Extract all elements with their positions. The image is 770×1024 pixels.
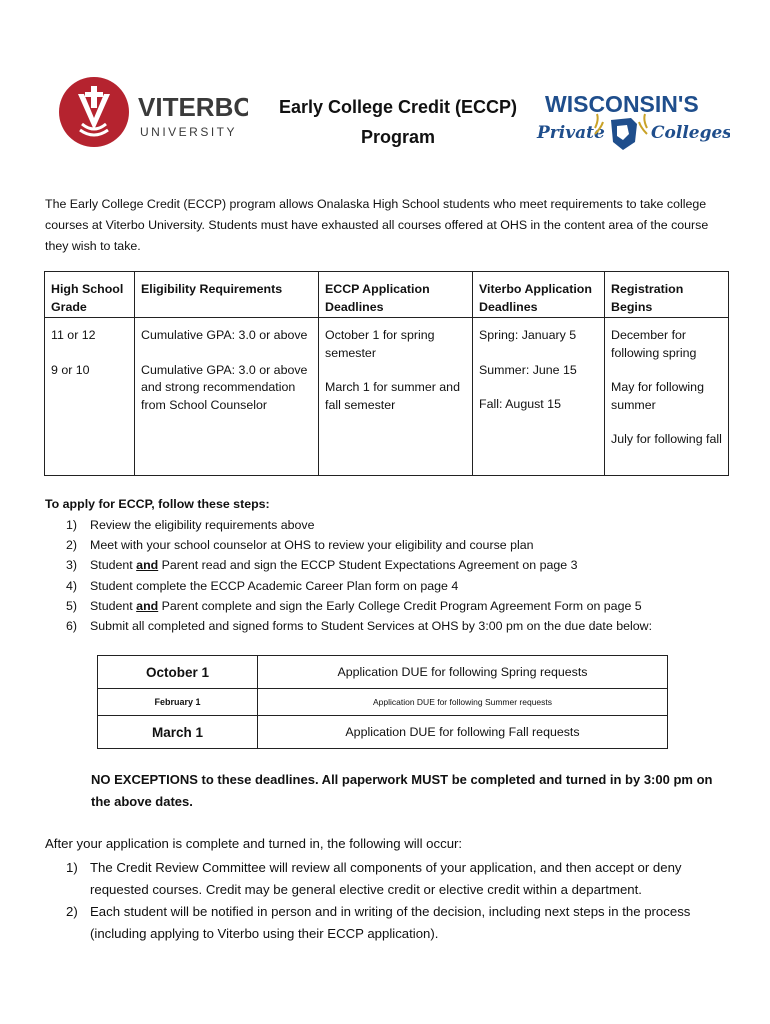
after-intro: After your application is complete and turned in, the following will occur:: [45, 836, 463, 851]
header-registration: Registration Begins: [605, 272, 729, 318]
step-number: 1): [66, 518, 78, 532]
step-number: 6): [66, 619, 78, 634]
step-text: The Credit Review Committee will review all components of your application, and then accept or deny requested courses. Credit may be general elective credit or elective credit within a department.: [90, 860, 682, 897]
wisconsin-logo-graphic: [535, 86, 730, 158]
eligibility-1: Cumulative GPA: 3.0 or above: [141, 328, 308, 342]
step-text: Each student will be notified in person and in writing of the decision, including next steps in the process (including applying to Viterbo using their ECCP application).: [90, 904, 691, 941]
step-text: Student and Parent read and sign the ECCP Student Expectations Agreement on page 3: [90, 558, 578, 573]
table-header-row: [45, 272, 729, 318]
wpc-logo-top: WISCONSIN'S: [545, 91, 699, 117]
step-number: 4): [66, 578, 78, 593]
list-item: [66, 901, 736, 945]
page-title: [262, 92, 534, 152]
viterbo-deadline-1: Spring: January 5: [479, 328, 577, 342]
registration-2: May for following summer: [611, 380, 704, 412]
table-row: [45, 318, 729, 476]
wpc-logo-right: Colleges: [651, 123, 730, 143]
step-number: 5): [66, 598, 78, 613]
due-description: Application DUE for following Summer requests: [258, 689, 668, 716]
eccp-deadline-2: March 1 for summer and fall semester: [325, 380, 460, 412]
step-number: 3): [66, 558, 78, 573]
due-dates-table: [97, 655, 668, 749]
viterbo-deadline-cell: [473, 318, 605, 476]
table-row: [98, 689, 668, 716]
eccp-deadline-cell: [319, 318, 473, 476]
header-eligibility: Eligibility Requirements: [135, 272, 319, 318]
grade-2: 9 or 10: [51, 362, 90, 377]
header-grade: High School Grade: [45, 272, 135, 318]
list-item: [66, 857, 736, 901]
steps-list: [66, 515, 746, 636]
registration-1: December for following spring: [611, 328, 697, 360]
list-item: [66, 576, 746, 596]
due-date: March 1: [98, 716, 258, 749]
table-row: [98, 656, 668, 689]
list-item: [66, 555, 746, 575]
step-text: Meet with your school counselor at OHS to review your eligibility and course plan: [90, 538, 534, 553]
underlined-and: and: [136, 598, 159, 613]
wpc-logo-left: Private: [537, 123, 605, 143]
after-steps-list: [66, 857, 736, 945]
viterbo-logo: [58, 76, 248, 148]
eccp-deadline-1: October 1 for spring semester: [325, 328, 435, 360]
step-number: 1): [66, 860, 78, 875]
grade-1: 11 or 12: [51, 328, 96, 342]
step-text: Submit all completed and signed forms to Student Services at OHS by 3:00 pm on the due date below:: [90, 619, 653, 634]
step-text: Student and Parent complete and sign the Early College Credit Program Agreement Form on page 5: [90, 598, 642, 613]
viterbo-deadline-2: Summer: June 15: [479, 362, 577, 377]
list-item: [66, 616, 746, 636]
eligibility-cell: [135, 318, 319, 476]
list-item: [66, 515, 746, 535]
list-item: [66, 535, 746, 555]
due-date: February 1: [98, 689, 258, 716]
step-number: 2): [66, 538, 78, 553]
table-row: [98, 716, 668, 749]
underlined-and: and: [136, 558, 159, 573]
no-exceptions-notice: NO EXCEPTIONS to these deadlines. All paperwork MUST be completed and turned in by 3:00 pm on the above dates.: [91, 772, 713, 809]
step-number: 2): [66, 904, 78, 919]
list-item: [66, 596, 746, 616]
title-line-2: Program: [360, 127, 436, 147]
viterbo-seal-icon: [58, 76, 248, 148]
eligibility-table: [44, 271, 729, 476]
registration-3: July for following fall: [611, 432, 722, 446]
title-line-1: Early College Credit (ECCP): [278, 97, 518, 117]
registration-cell: [605, 318, 729, 476]
wisconsin-private-colleges-logo: [535, 86, 730, 158]
step-text: Review the eligibility requirements above: [90, 518, 315, 532]
viterbo-logo-sub: UNIVERSITY: [140, 125, 238, 139]
eligibility-2: Cumulative GPA: 3.0 or above and strong recommendation from School Counselor: [141, 362, 308, 412]
intro-paragraph: The Early College Credit (ECCP) program allows Onalaska High School students who meet requirements to take college courses at Viterbo University. Students must have exhausted all courses offered at OHS in the content area of the course they wish to take.: [45, 197, 709, 253]
steps-heading: To apply for ECCP, follow these steps:: [45, 497, 270, 511]
header-viterbo-deadlines: Viterbo Application Deadlines: [473, 272, 605, 318]
viterbo-deadline-3: Fall: August 15: [479, 397, 561, 411]
due-description: Application DUE for following Spring requests: [258, 656, 668, 689]
due-description: Application DUE for following Fall requests: [258, 716, 668, 749]
viterbo-logo-name: VITERBO: [138, 92, 248, 122]
header-eccp-deadlines: ECCP Application Deadlines: [319, 272, 473, 318]
step-text: Student complete the ECCP Academic Career Plan form on page 4: [90, 578, 459, 593]
grade-cell: [45, 318, 135, 476]
due-date: October 1: [98, 656, 258, 689]
